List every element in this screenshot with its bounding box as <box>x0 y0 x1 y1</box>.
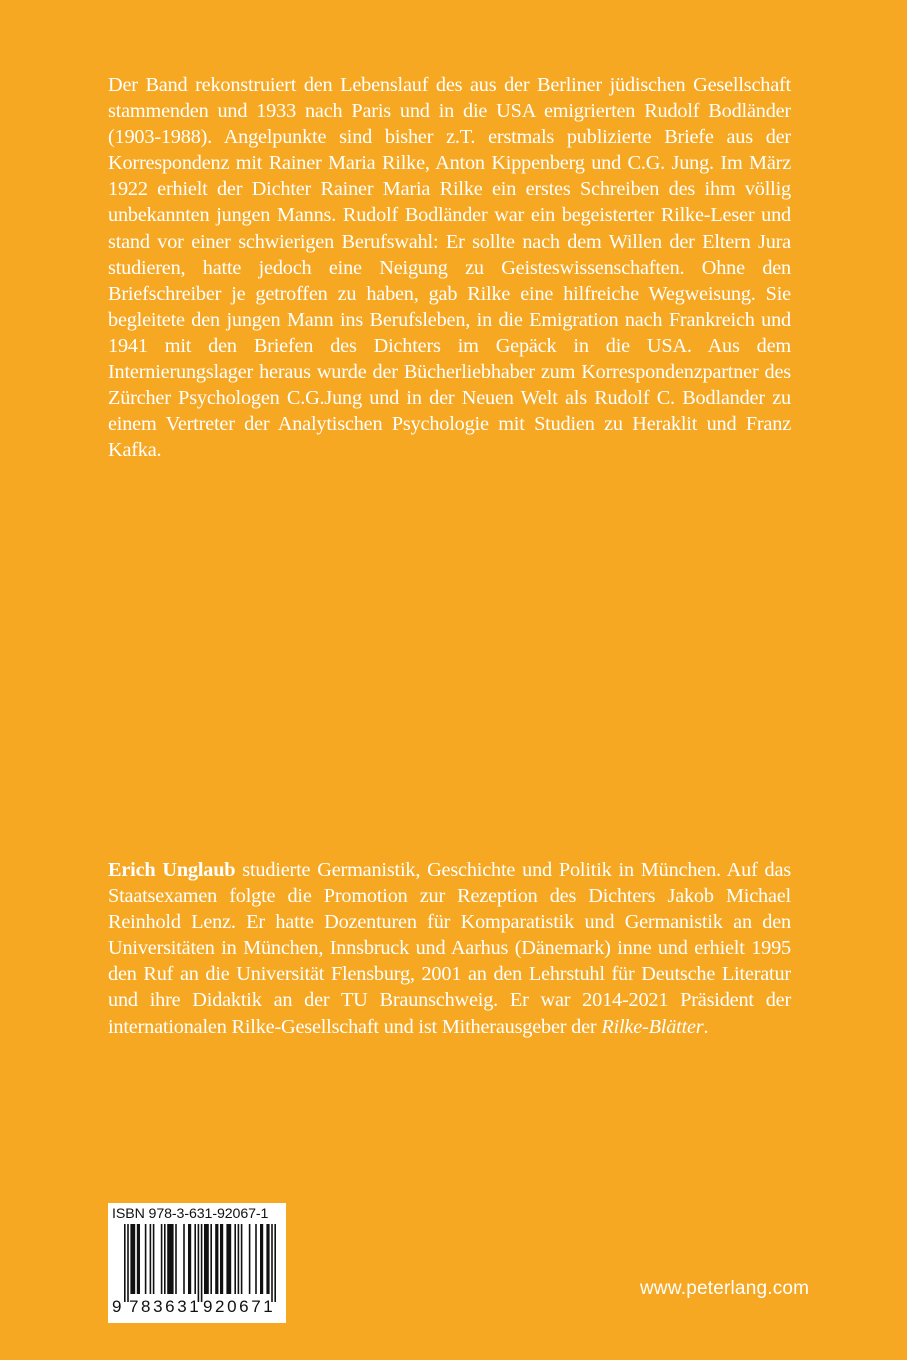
barcode-bar <box>266 1224 269 1294</box>
barcode-icon <box>112 1224 282 1304</box>
author-biography <box>108 857 791 1040</box>
barcode-digits-left: 783631 <box>129 1297 202 1316</box>
book-description: Der Band rekonstruiert den Lebenslauf des aus der Berliner jüdischen Gesellschaft stammenden und 1933 nach Paris und in die USA emigrierten Rudolf Bodländer (1903-1988). Angelpunkte sind bisher z.T. erstmals publizierte Briefe aus der Korrespondenz mit Rainer Maria Rilke, Anton Kippenberg und C.G. Jung. Im März 1922 erhielt der Dichter Rainer Maria Rilke ein erstes Schreiben des ihm völlig unbekannten jungen Manns. Rudolf Bodländer war ein begeisterter Rilke-Leser und stand vor einer schwierigen Berufswahl: Er sollte nach dem Willen der Eltern Jura studieren, hatte jedoch eine Neigung zu Geisteswissenschaften. Ohne den Briefschreiber je getroffen zu haben, gab Rilke eine hilfreiche Wegweisung. Sie begleitete den jungen Mann ins Berufsleben, in die Emigration nach Frankreich und 1941 mit den Briefen des Dichters im Gepäck in die USA. Aus dem Internierungslager heraus wurde der Bücherliebhaber zum Korrespondenzpartner des Zürcher Psychologen C.G.Jung und in der Neuen Welt als Rudolf C. Bodlander zu einem Vertreter der Analytischen Psychologie mit Studien zu Heraklit und Franz Kafka. <box>108 74 791 462</box>
barcode-bar <box>161 1224 163 1294</box>
barcode-bar <box>194 1224 196 1294</box>
barcode-bar <box>130 1224 135 1294</box>
barcode-bar <box>255 1224 257 1294</box>
barcode-guard-bar <box>127 1224 129 1302</box>
barcode-bar <box>164 1224 166 1294</box>
publisher-website[interactable]: www.peterlang.com <box>640 1278 810 1299</box>
journal-title: Rilke-Blätter <box>601 1015 704 1038</box>
barcode-bar <box>153 1224 155 1294</box>
barcode-guard-bar <box>198 1224 200 1302</box>
barcode-bar <box>226 1224 231 1294</box>
isbn-barcode <box>108 1203 286 1323</box>
barcode-bar <box>183 1224 185 1294</box>
barcode-bar <box>145 1224 147 1294</box>
barcode-bar <box>167 1224 173 1294</box>
barcode-bar <box>220 1224 223 1294</box>
barcode-bar <box>188 1224 191 1294</box>
barcode-bar <box>241 1224 243 1294</box>
barcode-bar <box>175 1224 177 1294</box>
barcode-bar <box>260 1224 263 1294</box>
barcode-bar <box>204 1224 209 1294</box>
barcode-digits-right: 920671 <box>203 1297 276 1316</box>
barcode-digit-lead: 9 <box>112 1297 122 1316</box>
author-name: Erich Unglaub <box>108 859 236 881</box>
isbn-label: ISBN 978-3-631-92067-1 <box>112 1206 269 1222</box>
barcode-bar <box>215 1224 218 1294</box>
barcode-bar <box>238 1224 240 1294</box>
barcode-guard-bar <box>274 1224 276 1302</box>
barcode-bar <box>234 1224 236 1294</box>
author-bio-end: . <box>703 1015 709 1038</box>
barcode-bar <box>210 1224 212 1294</box>
barcode-bar <box>150 1224 152 1294</box>
barcode-guard-bar <box>201 1224 203 1302</box>
barcode-guard-bar <box>271 1224 273 1302</box>
barcode-bar <box>137 1224 140 1294</box>
barcode-digits <box>108 1297 286 1321</box>
author-bio-text: studierte Germanistik, Geschichte und Politik in München. Auf das Staatsexamen folgte die Promotion zur Rezeption des Dichters Jakob Michael Reinhold Lenz. Er hatte Dozenturen für Komparatistik und Germanistik an den Universitäten in München, Innsbruck und Aarhus (Dänemark) inne und erhielt 1995 den Ruf an die Universität Flensburg, 2001 an den Lehrstuhl für Deutsche Literatur und ihre Didaktik an der TU Braunschweig. Er war 2014-2021 Präsident der internationalen Rilke-Gesellschaft und ist Mitherausgeber der <box>108 859 791 1038</box>
barcode-bar <box>249 1224 251 1294</box>
barcode-guard-bar <box>124 1224 126 1302</box>
